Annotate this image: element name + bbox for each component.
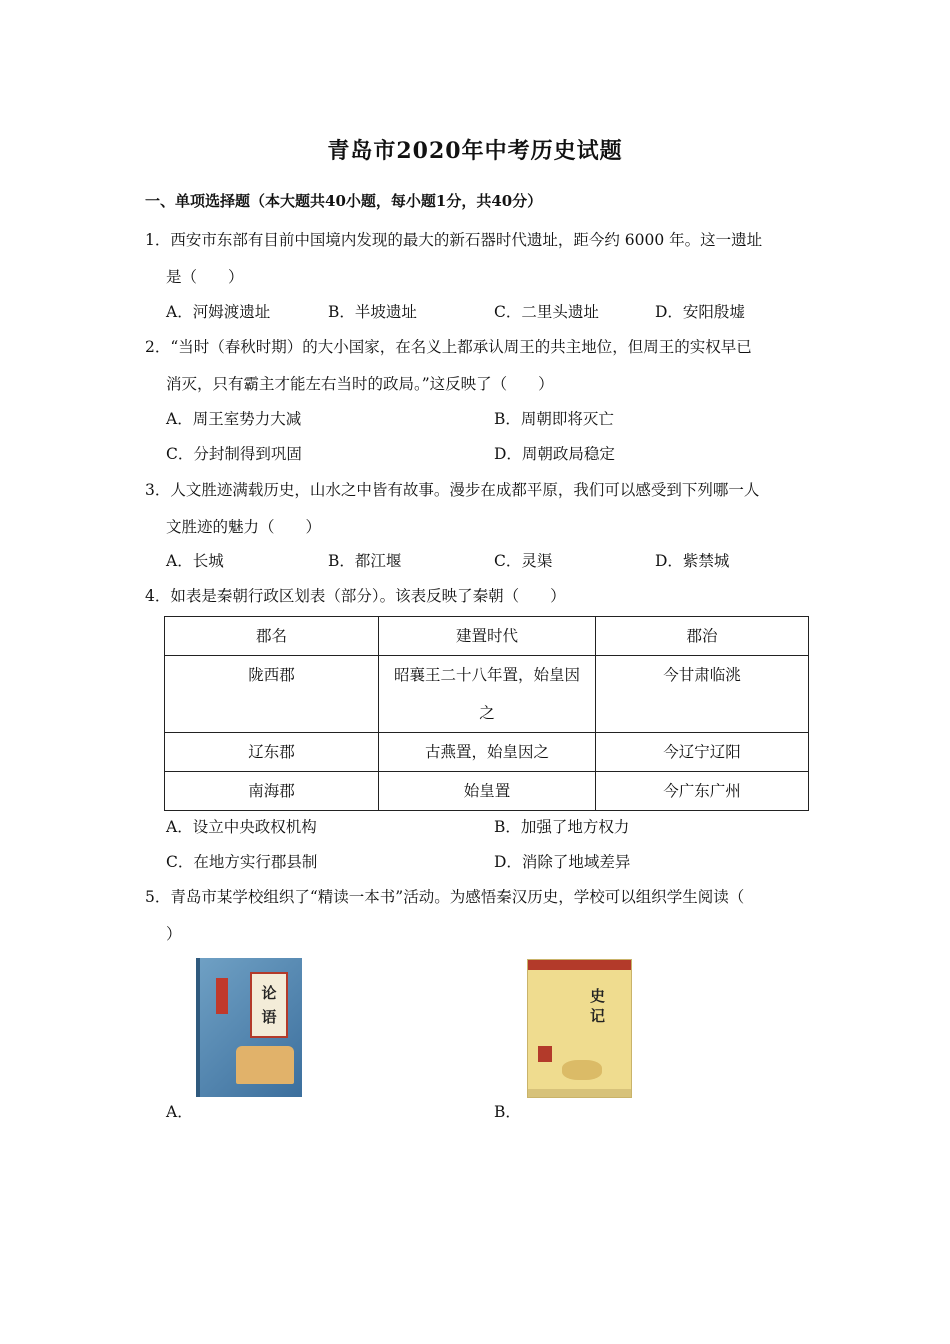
question-4-line-1: 4．如表是秦朝行政区划表（部分）。该表反映了秦朝（ ） xyxy=(145,587,566,605)
cover-title-panel xyxy=(250,972,288,1038)
table-cell: 陇西郡 xyxy=(165,656,379,733)
q4-option-b[interactable]: B．加强了地方权力 xyxy=(494,818,630,836)
q4-option-c[interactable]: C．在地方实行郡县制 xyxy=(166,853,318,871)
table-cell-line-1: 昭襄王二十八年置，始皇因 xyxy=(393,666,580,684)
question-5-line-2: ） xyxy=(166,925,182,943)
table-cell: 今甘肃临洮 xyxy=(596,656,809,733)
question-2-line-1: 2．“当时（春秋时期）的大小国家，在名义上都承认周王的共主地位，但周王的实权早已 xyxy=(145,338,752,356)
q2-option-a[interactable]: A．周王室势力大减 xyxy=(166,410,302,428)
table-cell: 南海郡 xyxy=(165,772,379,811)
question-2-line-2: 消灭，只有霸主才能左右当时的政局。”这反映了（ ） xyxy=(166,375,554,393)
q5-option-b[interactable]: B． xyxy=(494,1103,521,1121)
table-header-cell: 郡名 xyxy=(165,617,379,656)
q1-option-b[interactable]: B．半坡遗址 xyxy=(328,303,417,321)
table-header-cell: 郡治 xyxy=(596,617,809,656)
cover-red-mark xyxy=(216,978,228,1014)
cover-seal xyxy=(538,1046,552,1062)
table-cell: 古燕置，始皇因之 xyxy=(379,733,596,772)
q5-option-a[interactable]: A． xyxy=(166,1103,193,1121)
question-3-line-2: 文胜迹的魅力（ ） xyxy=(166,518,322,536)
cover-illustration xyxy=(236,1046,294,1084)
q2-option-c[interactable]: C．分封制得到巩固 xyxy=(166,445,302,463)
book-title-char: 语 xyxy=(261,1008,277,1026)
table-cell: 辽东郡 xyxy=(165,733,379,772)
q1-option-c[interactable]: C．二里头遗址 xyxy=(494,303,599,321)
cover-bottom-band xyxy=(528,1089,631,1097)
q2-option-d[interactable]: D．周朝政局稳定 xyxy=(494,445,615,463)
question-1-line-1: 1．西安市东部有目前中国境内发现的最大的新石器时代遗址，距今约 6000 年。这一遗址 xyxy=(145,231,763,249)
table-cell: 始皇置 xyxy=(379,772,596,811)
table-cell: 今广东广州 xyxy=(596,772,809,811)
cover-illustration xyxy=(562,1060,602,1080)
question-5-line-1: 5．青岛市某学校组织了“精读一本书”活动。为感悟秦汉历史，学校可以组织学生阅读（ xyxy=(145,888,745,906)
cover-top-band xyxy=(528,960,631,970)
table-row xyxy=(165,772,809,811)
q2-option-b[interactable]: B．周朝即将灭亡 xyxy=(494,410,614,428)
q4-option-a[interactable]: A．设立中央政权机构 xyxy=(166,818,317,836)
table-row xyxy=(165,733,809,772)
q3-option-a[interactable]: A．长城 xyxy=(166,552,224,570)
q3-option-c[interactable]: C．灵渠 xyxy=(494,552,553,570)
table-row xyxy=(165,656,809,733)
q3-option-b[interactable]: B．都江堰 xyxy=(328,552,402,570)
book-title-char: 论 xyxy=(261,984,277,1002)
book-title-char: 史 xyxy=(590,987,606,1005)
table-header-cell: 建置时代 xyxy=(379,617,596,656)
q1-option-d[interactable]: D．安阳殷墟 xyxy=(655,303,745,321)
book-title-char: 记 xyxy=(590,1007,606,1025)
table-cell: 今辽宁辽阳 xyxy=(596,733,809,772)
q1-option-a[interactable]: A．河姆渡遗址 xyxy=(166,303,271,321)
section-heading: 一、单项选择题（本大题共40小题，每小题1分，共40分） xyxy=(145,192,543,210)
question-1-line-2: 是（ ） xyxy=(166,268,244,286)
table-cell-line-2: 之 xyxy=(479,704,495,722)
book-cover-shiji-image[interactable] xyxy=(527,959,632,1098)
table-header-row xyxy=(165,617,809,656)
q3-option-d[interactable]: D．紫禁城 xyxy=(655,552,730,570)
book-cover-lunyu-image[interactable] xyxy=(196,958,302,1097)
page-title: 青岛市2020年中考历史试题 xyxy=(327,138,623,164)
q4-option-d[interactable]: D．消除了地域差异 xyxy=(494,853,631,871)
table-cell xyxy=(379,656,596,733)
question-3-line-1: 3．人文胜迹满载历史，山水之中皆有故事。漫步在成都平原，我们可以感受到下列哪一人 xyxy=(145,481,760,499)
qin-administrative-table xyxy=(164,616,809,811)
